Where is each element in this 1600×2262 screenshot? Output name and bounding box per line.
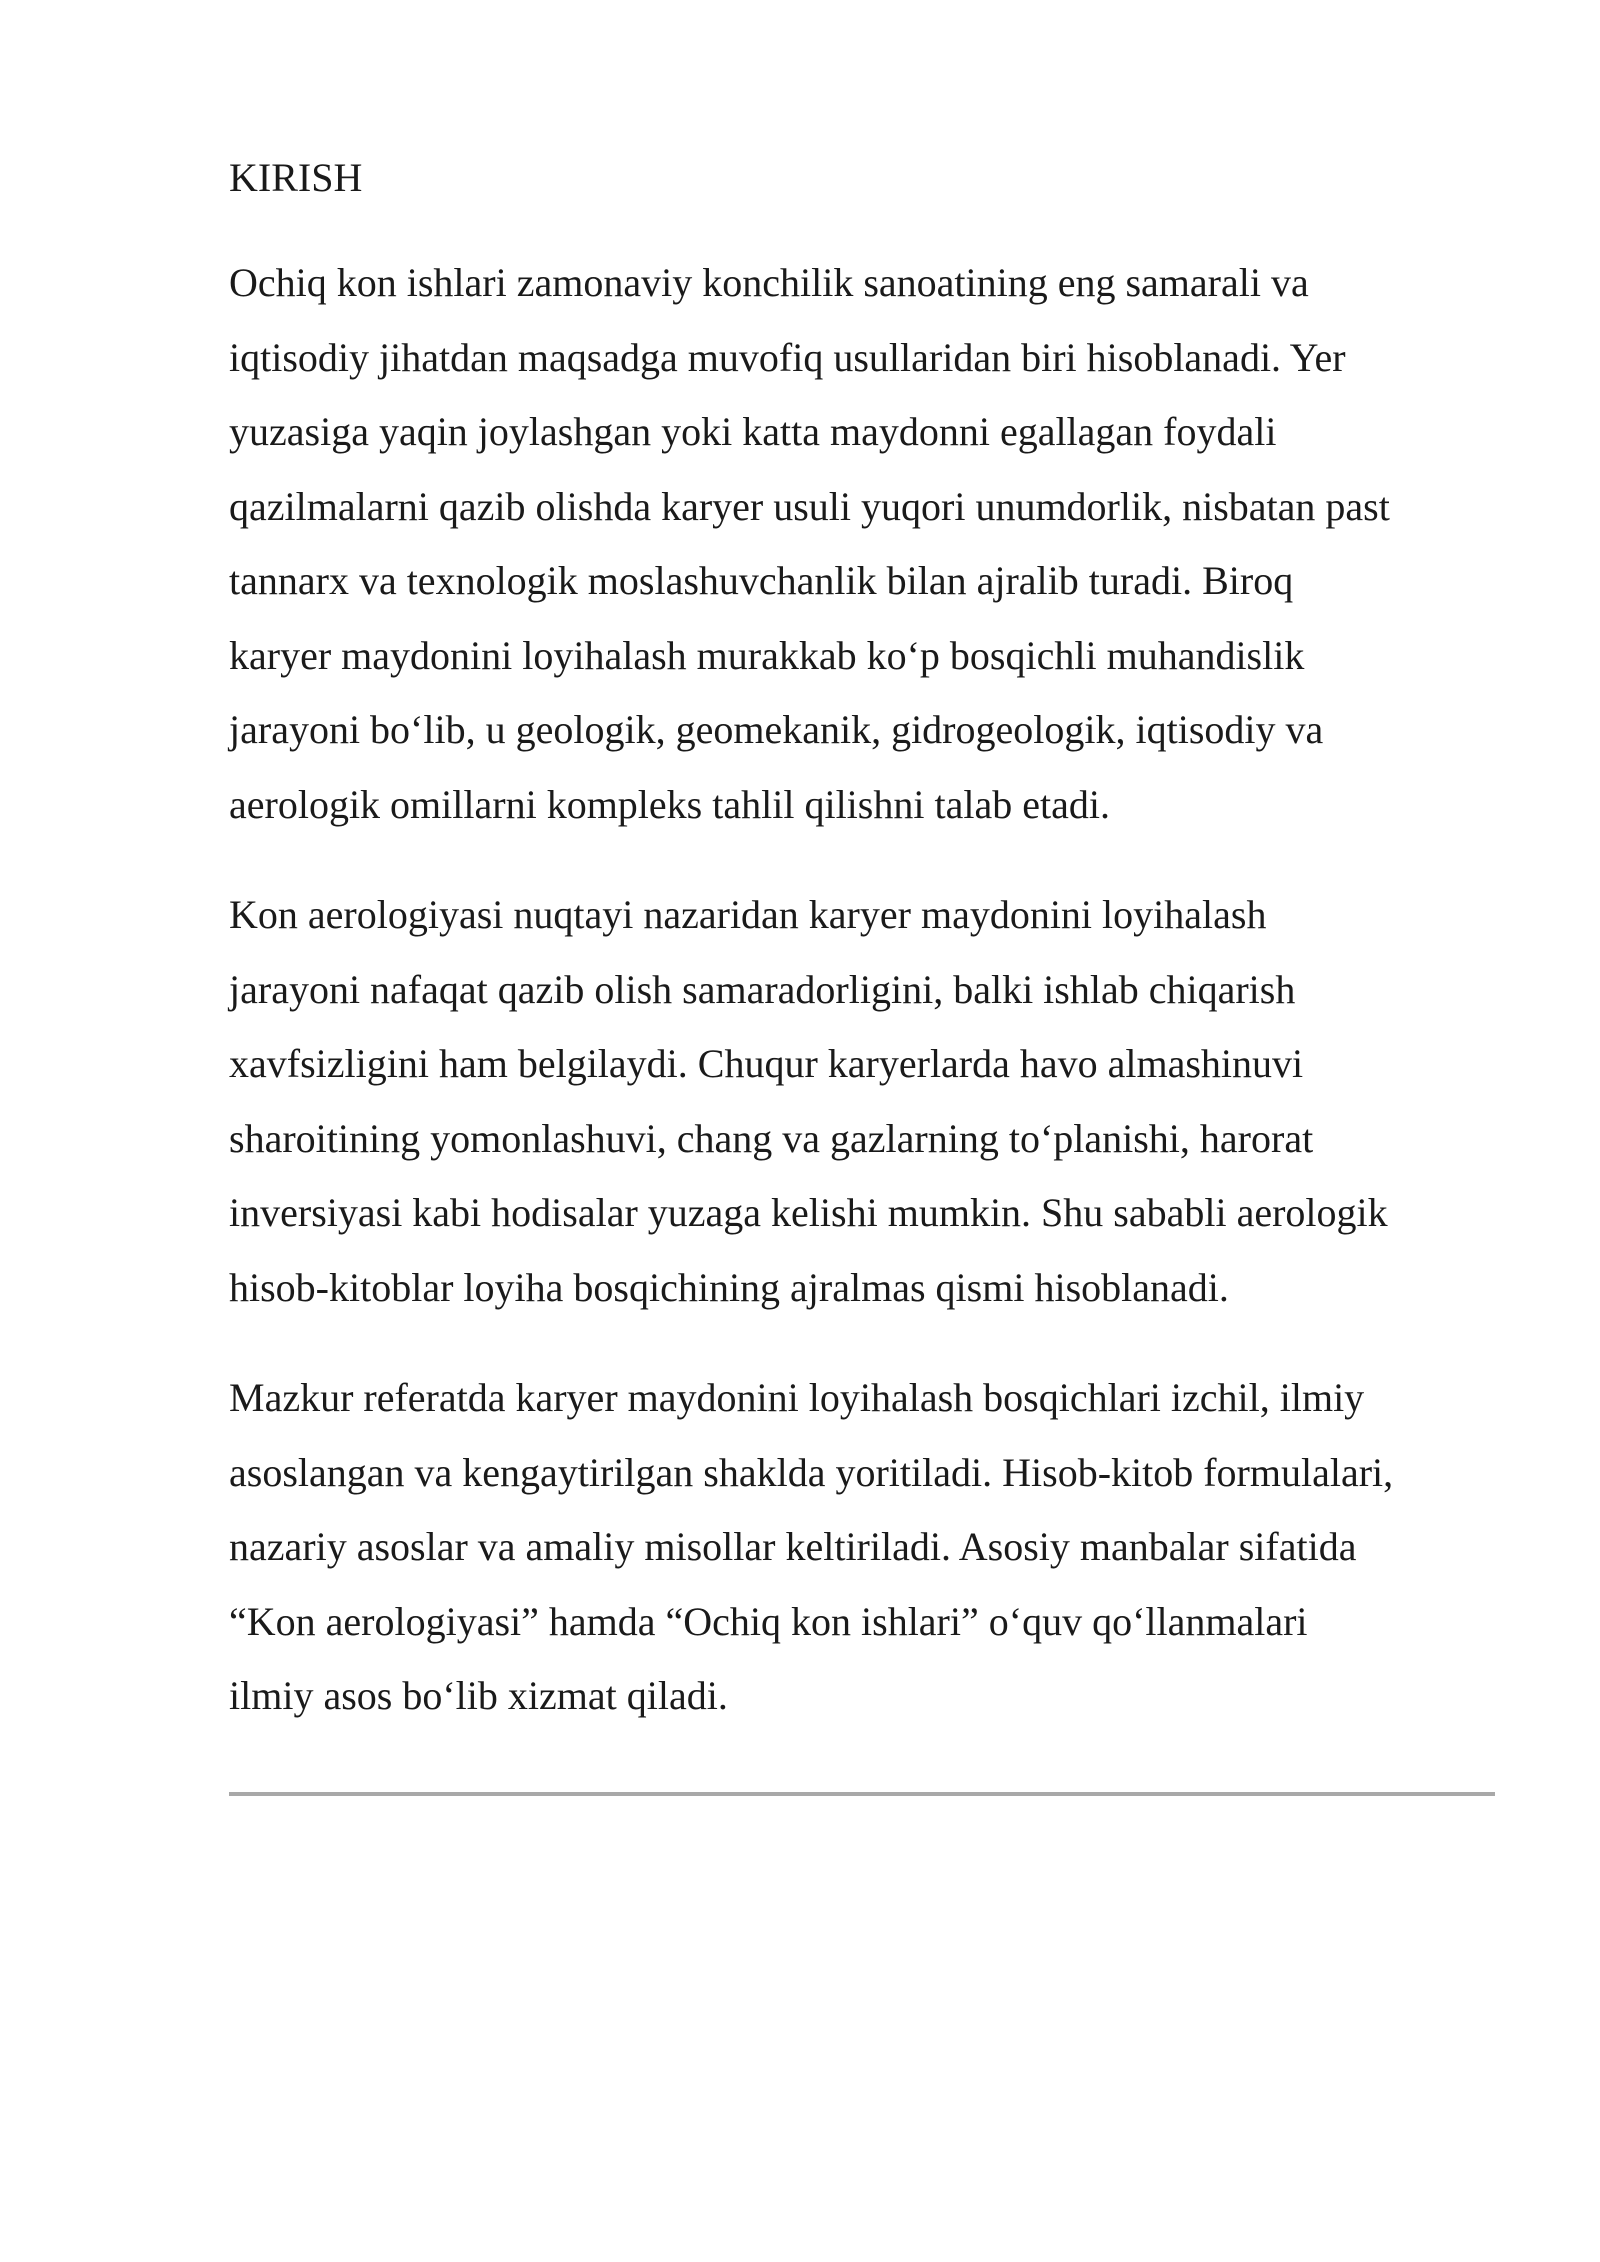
paragraph-line: tannarx va texnologik moslashuvchanlik bilan ajralib turadi. Biroq: [229, 558, 1294, 603]
paragraph-line: nazariy asoslar va amaliy misollar keltiriladi. Asosiy manbalar sifatida: [229, 1524, 1357, 1569]
paragraph-line: inversiyasi kabi hodisalar yuzaga kelishi mumkin. Shu sababli aerologik: [229, 1190, 1388, 1235]
paragraph-line: jarayoni boʻlib, u geologik, geomekanik, gidrogeologik, iqtisodiy va: [229, 707, 1324, 752]
paragraph-line: iqtisodiy jihatdan maqsadga muvofiq usullaridan biri hisoblanadi. Yer: [229, 334, 1346, 380]
paragraph-line: hisob-kitoblar loyiha bosqichining ajralmas qismi hisoblanadi.: [229, 1264, 1229, 1310]
paragraph-line: aerologik omillarni kompleks tahlil qilishni talab etadi.: [229, 781, 1110, 827]
paragraph-line: Ochiq kon ishlari zamonaviy konchilik sanoatining eng samarali va: [229, 260, 1309, 305]
paragraph-line: jarayoni nafaqat qazib olish samaradorligini, balki ishlab chiqarish: [229, 966, 1296, 1012]
paragraph-intro: [229, 246, 1495, 842]
paragraph-aerology: [229, 878, 1495, 1325]
document-page: [229, 150, 1495, 1770]
paragraph-line: xavfsizligini ham belgilaydi. Chuqur karyerlarda havo almashinuvi: [229, 1041, 1304, 1086]
paragraph-line: asoslangan va kengaytirilgan shaklda yoritiladi. Hisob-kitob formulalari,: [229, 1449, 1394, 1495]
section-heading: KIRISH: [229, 155, 363, 200]
paragraph-line: yuzasiga yaqin joylashgan yoki katta maydonni egallagan foydali: [229, 409, 1277, 454]
paragraph-line: karyer maydonini loyihalash murakkab koʻp bosqichli muhandislik: [229, 632, 1305, 678]
paragraph-scope: [229, 1361, 1495, 1734]
paragraph-line: ilmiy asos boʻlib xizmat qiladi.: [229, 1673, 728, 1718]
paragraph-line: qazilmalarni qazib olishda karyer usuli yuqori unumdorlik, nisbatan past: [229, 483, 1390, 529]
paragraph-line: Kon aerologiyasi nuqtayi nazaridan karyer maydonini loyihalash: [229, 892, 1267, 937]
paragraph-line: Mazkur referatda karyer maydonini loyihalash bosqichlari izchil, ilmiy: [229, 1375, 1365, 1420]
paragraph-line: “Kon aerologiyasi” hamda “Ochiq kon ishlari” oʻquv qoʻllanmalari: [229, 1598, 1308, 1644]
horizontal-rule: [229, 1792, 1495, 1796]
paragraph-line: sharoitining yomonlashuvi, chang va gazlarning toʻplanishi, harorat: [229, 1115, 1314, 1161]
